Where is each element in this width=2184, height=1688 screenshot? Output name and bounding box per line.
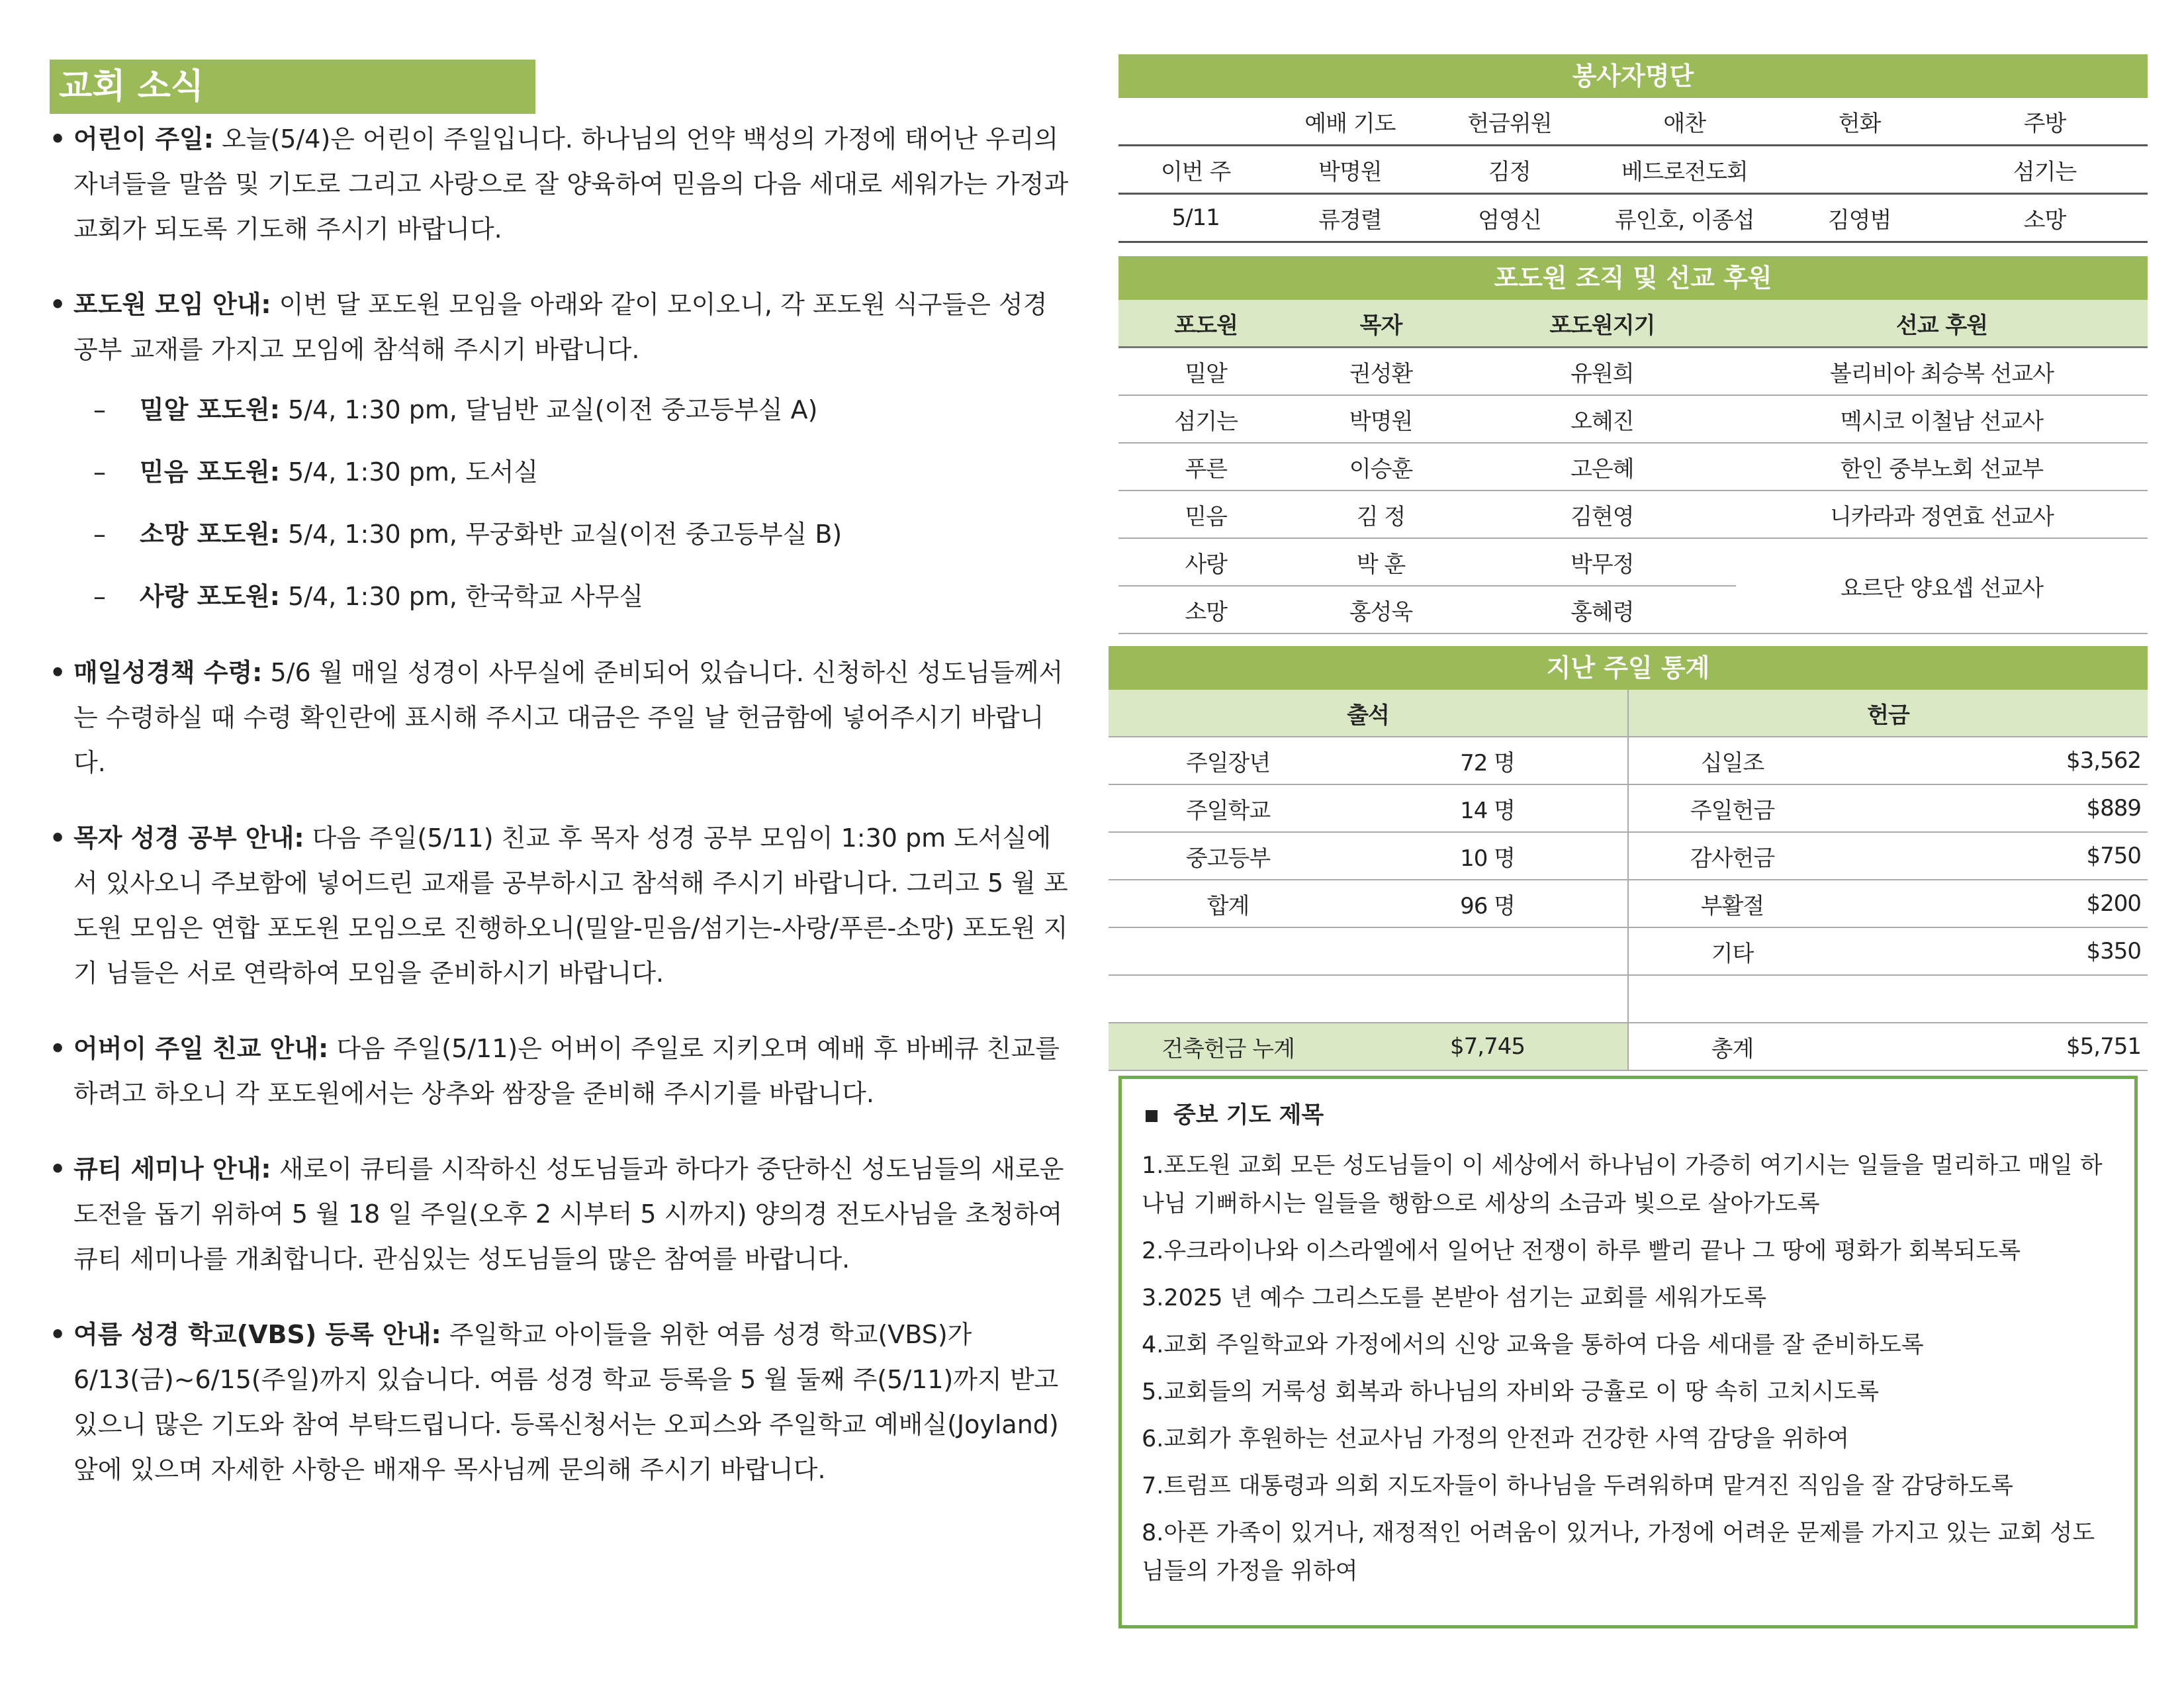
- table-row: [1118, 146, 2148, 194]
- table-cell: 5/11: [1171, 205, 1220, 231]
- meeting-item: [73, 573, 1069, 620]
- news-item-heading: 어버이 주일 친교 안내:: [73, 1034, 329, 1063]
- volunteers-title: 봉사자명단: [1118, 54, 2148, 98]
- news-item-vineyard-meeting: [50, 282, 1069, 620]
- news-item-text: 주일학교 아이들을 위한 여름 성경 학교(VBS)가 6/13(금)~6/15(주일)까지 있습니다. 여름 성경 학교 등록을 5 월 둘째 주(5/11)까지 받고 있으니 많은 기도와 참여 부탁드립니다. 등록신청서는 오피스와 주일학교 예배실(Joyland) 앞에 있으며 자세한 사항은 배재우 목사님께 문의해 주시기 바랍니다.: [73, 1320, 1059, 1484]
- column-header: 포도원지기: [1469, 300, 1736, 348]
- table-row: [1118, 538, 2148, 586]
- table-cell: 72 명: [1460, 749, 1515, 776]
- meeting-info: 5/4, 1:30 pm, 도서실: [279, 457, 539, 487]
- table-row: [1118, 491, 2148, 538]
- table-cell: 이번 주: [1160, 158, 1231, 185]
- table-cell: 소망: [1185, 598, 1228, 626]
- bullet-icon: •: [50, 124, 66, 154]
- meeting-name: 밀알 포도원:: [140, 395, 280, 424]
- table-cell: 믿음: [1185, 503, 1228, 530]
- table-cell: 유원희: [1570, 360, 1634, 387]
- table-cell: 감사헌금: [1628, 832, 1836, 880]
- news-item-heading: 큐티 세미나 안내:: [73, 1154, 271, 1184]
- table-cell: 주일장년: [1185, 749, 1271, 776]
- table-cell: 섬기는: [1174, 408, 1238, 435]
- news-item-heading: 포도원 모임 안내:: [73, 290, 271, 319]
- stats-table: [1109, 690, 2148, 1071]
- bullet-icon: •: [50, 823, 66, 853]
- table-cell: [1836, 975, 2148, 1023]
- table-cell: 고은혜: [1570, 455, 1634, 483]
- table-row: [1118, 443, 2148, 491]
- table-cell: $750: [2086, 843, 2141, 869]
- table-footer-row: [1109, 1023, 2148, 1070]
- table-cell: 사랑: [1185, 551, 1228, 578]
- table-cell: 류인호, 이종섭: [1614, 207, 1754, 234]
- news-item-daily-bible: [50, 650, 1069, 785]
- prayer-item: 3.2025 년 예수 그리스도를 본받아 섬기는 교회를 세워가도록: [1142, 1285, 1767, 1311]
- table-row: [1109, 975, 2148, 1023]
- table-cell: [1347, 975, 1628, 1023]
- table-cell: 멕시코 이철남 선교사: [1840, 408, 2044, 435]
- prayer-item: 2.우크라이나와 이스라엘에서 일어난 전쟁이 하루 빨리 끝나 그 땅에 평화가 회복되도록: [1142, 1238, 2021, 1264]
- table-header-row: [1118, 300, 2148, 348]
- column-header: 선교 후원: [1736, 300, 2148, 348]
- table-cell: 합계: [1206, 892, 1250, 919]
- table-cell: 푸른: [1185, 455, 1228, 483]
- table-cell: 홍성욱: [1349, 598, 1413, 626]
- column-header: 헌화: [1838, 110, 1881, 137]
- table-cell: 10 명: [1460, 845, 1515, 872]
- news-item-qt-seminar: [50, 1147, 1069, 1282]
- church-news-section: [50, 60, 1069, 1523]
- table-cell: 96 명: [1460, 892, 1515, 919]
- building-fund-value: $7,745: [1347, 1023, 1628, 1070]
- bullet-icon: •: [50, 290, 66, 319]
- table-cell: 엄영신: [1478, 207, 1541, 234]
- table-cell: 주일학교: [1185, 797, 1271, 824]
- table-cell: $200: [2086, 890, 2141, 917]
- table-cell: 부활절: [1628, 880, 1836, 927]
- table-cell: 섬기는: [2013, 158, 2077, 185]
- table-cell: 밀알: [1185, 360, 1228, 387]
- table-cell: 십일조: [1628, 737, 1836, 784]
- column-header: 헌금위원: [1467, 110, 1552, 137]
- table-cell: [1777, 146, 1942, 194]
- meeting-list: [73, 387, 1069, 620]
- news-item-text: 새로이 큐티를 시작하신 성도님들과 하다가 중단하신 성도님들의 새로운 도전을 돕기 위하여 5 월 18 일 주일(오후 2 시부터 5 시까지) 양의경 전도사님을 초청하여 큐티 세미나를 개최합니다. 관심있는 성도님들의 많은 참여를 바랍니다.: [73, 1154, 1064, 1274]
- tables-column: [1118, 54, 2148, 1071]
- table-cell: 니카라과 정연효 선교사: [1829, 503, 2054, 530]
- table-cell: 김정: [1488, 158, 1531, 185]
- dash-icon: –: [93, 520, 106, 549]
- table-cell: 홍혜령: [1570, 598, 1634, 626]
- attendance-header: 출석: [1109, 690, 1628, 737]
- column-header: 애찬: [1663, 110, 1706, 137]
- table-cell: $3,562: [2066, 747, 2141, 774]
- meeting-info: 5/4, 1:30 pm, 달님반 교실(이전 중고등부실 A): [279, 395, 818, 424]
- table-cell: 중고등부: [1185, 845, 1271, 872]
- table-row: [1118, 395, 2148, 443]
- table-cell: 박 훈: [1356, 551, 1406, 578]
- table-row: [1109, 737, 2148, 784]
- table-row: [1118, 194, 2148, 242]
- meeting-item: [73, 449, 1069, 495]
- vineyard-table: [1118, 300, 2148, 634]
- prayer-item: 5.교회들의 거룩성 회복과 하나님의 자비와 긍휼로 이 땅 속히 고치시도록: [1142, 1379, 1880, 1405]
- table-cell: 볼리비아 최승복 선교사: [1829, 360, 2054, 387]
- prayer-item: 4.교회 주일학교와 가정에서의 신앙 교육을 통하여 다음 세대를 잘 준비하도록: [1142, 1332, 1924, 1358]
- vineyard-title: 포도원 조직 및 선교 후원: [1118, 256, 2148, 300]
- news-item-childrens-day: [50, 117, 1069, 252]
- table-cell: $889: [2086, 795, 2141, 821]
- table-header-row: [1109, 690, 2148, 737]
- table-cell: [1628, 975, 1836, 1023]
- meeting-info: 5/4, 1:30 pm, 무궁화반 교실(이전 중고등부실 B): [279, 520, 842, 549]
- news-item-heading: 여름 성경 학교(VBS) 등록 안내:: [73, 1320, 441, 1349]
- building-fund-label: 건축헌금 누계: [1109, 1023, 1347, 1070]
- news-item-shepherd-study: [50, 816, 1069, 996]
- stats-title: 지난 주일 통계: [1109, 646, 2148, 690]
- column-header: 목자: [1293, 300, 1468, 348]
- table-row: [1109, 880, 2148, 927]
- table-cell: [1347, 927, 1628, 975]
- offering-header: 헌금: [1628, 690, 2148, 737]
- table-cell: 주일헌금: [1628, 784, 1836, 832]
- table-cell: 류경렬: [1318, 207, 1382, 234]
- news-list: [50, 117, 1069, 1492]
- total-label: 총계: [1628, 1023, 1836, 1070]
- prayer-title: 중보 기도 제목: [1173, 1102, 1324, 1129]
- table-cell: 박명원: [1349, 408, 1413, 435]
- meeting-info: 5/4, 1:30 pm, 한국학교 사무실: [279, 582, 644, 611]
- table-row: [1109, 784, 2148, 832]
- table-cell: $350: [2086, 938, 2141, 964]
- meeting-name: 믿음 포도원:: [140, 457, 280, 487]
- table-cell: 이승훈: [1349, 455, 1413, 483]
- news-item-text: 다음 주일(5/11)은 어버이 주일로 지키오며 예배 후 바베큐 친교를 하려고 하오니 각 포도원에서는 상추와 쌈장을 준비해 주시기를 바랍니다.: [73, 1034, 1060, 1108]
- table-cell: [1109, 975, 1347, 1023]
- table-row: [1109, 927, 2148, 975]
- news-item-vbs: [50, 1312, 1069, 1492]
- prayer-title-row: [1146, 1096, 2115, 1135]
- prayer-item: 6.교회가 후원하는 선교사님 가정의 안전과 건강한 사역 감당을 위하여: [1142, 1426, 1850, 1452]
- table-row: [1118, 348, 2148, 396]
- prayer-item: 1.포도원 교회 모든 성도님들이 이 세상에서 하나님이 가증히 여기시는 일들을 멀리하고 매일 하나님 기뻐하시는 일들을 행함으로 세상의 소금과 빛으로 살아가도록: [1142, 1152, 2103, 1217]
- table-cell: 한인 중부노회 선교부: [1840, 455, 2044, 483]
- table-cell: 권성환: [1349, 360, 1413, 387]
- table-cell: 베드로전도회: [1621, 158, 1748, 185]
- table-cell: 소망: [2023, 207, 2066, 234]
- column-header: 포도원: [1118, 300, 1293, 348]
- dash-icon: –: [93, 457, 106, 487]
- table-row: [1109, 832, 2148, 880]
- meeting-item: [73, 511, 1069, 557]
- volunteers-table: [1118, 98, 2148, 243]
- bullet-icon: •: [50, 1320, 66, 1349]
- meeting-item: [73, 387, 1069, 433]
- bullet-icon: •: [50, 658, 66, 687]
- table-cell: 박무정: [1570, 551, 1634, 578]
- table-cell: 14 명: [1460, 797, 1515, 824]
- dash-icon: –: [93, 582, 106, 611]
- table-cell: 기타: [1628, 927, 1836, 975]
- meeting-name: 사랑 포도원:: [140, 582, 280, 611]
- table-cell: 김 정: [1356, 503, 1406, 530]
- table-header-row: [1118, 98, 2148, 146]
- church-news-title: 교회 소식: [50, 60, 535, 114]
- column-header: 예배 기도: [1304, 110, 1396, 137]
- table-cell: 박명원: [1318, 158, 1382, 185]
- square-bullet-icon: [1146, 1110, 1158, 1122]
- prayer-list: [1142, 1147, 2115, 1591]
- bullet-icon: •: [50, 1034, 66, 1063]
- news-item-text: 다음 주일(5/11) 친교 후 목자 성경 공부 모임이 1:30 pm 도서실에서 있사오니 주보함에 넣어드린 교재를 공부하시고 참석해 주시기 바랍니다. 그리고 5 월 포도원 모임은 연합 포도원 모임으로 진행하오니(밀알-믿음/섬기는-사랑/푸른-소망) 포도원 지기 님들은 서로 연락하여 모임을 준비하시기 바랍니다.: [73, 823, 1068, 988]
- table-cell: 오혜진: [1570, 408, 1634, 435]
- bullet-icon: •: [50, 1154, 66, 1184]
- prayer-item: 8.아픈 가족이 있거나, 재정적인 어려움이 있거나, 가정에 어려운 문제를 가지고 있는 교회 성도님들의 가정을 위하여: [1142, 1520, 2095, 1585]
- news-item-heading: 어린이 주일:: [73, 124, 214, 154]
- table-cell: [1109, 927, 1347, 975]
- column-header: 주방: [2023, 110, 2066, 137]
- news-item-heading: 목자 성경 공부 안내:: [73, 823, 304, 853]
- news-item-heading: 매일성경책 수령:: [73, 658, 263, 687]
- table-cell: 김현영: [1570, 503, 1634, 530]
- meeting-name: 소망 포도원:: [140, 520, 280, 549]
- dash-icon: –: [93, 395, 106, 424]
- table-cell: 김영범: [1827, 207, 1891, 234]
- prayer-box: [1118, 1076, 2138, 1628]
- news-item-parents-day: [50, 1026, 1069, 1116]
- news-item-text: 이번 달 포도원 모임을 아래와 같이 모이오니, 각 포도원 식구들은 성경 공부 교재를 가지고 모임에 참석해 주시기 바랍니다.: [73, 290, 1048, 364]
- prayer-item: 7.트럼프 대통령과 의회 지도자들이 하나님을 두려워하며 맡겨진 직임을 잘 감당하도록: [1142, 1473, 2013, 1499]
- total-value: $5,751: [2066, 1033, 2141, 1060]
- column-header: [1118, 98, 1273, 146]
- news-item-text: 오늘(5/4)은 어린이 주일입니다. 하나님의 언약 백성의 가정에 태어난 우리의 자녀들을 말씀 및 기도로 그리고 사랑으로 잘 양육하여 믿음의 다음 세대로 세워가는 가정과 교회가 되도록 기도해 주시기 바랍니다.: [73, 124, 1069, 244]
- news-item-text: 5/6 월 매일 성경이 사무실에 준비되어 있습니다. 신청하신 성도님들께서는 수령하실 때 수령 확인란에 표시해 주시고 대금은 주일 날 헌금함에 넣어주시기 바랍니다.: [73, 658, 1064, 777]
- table-cell: 요르단 양요셉 선교사: [1840, 575, 2044, 602]
